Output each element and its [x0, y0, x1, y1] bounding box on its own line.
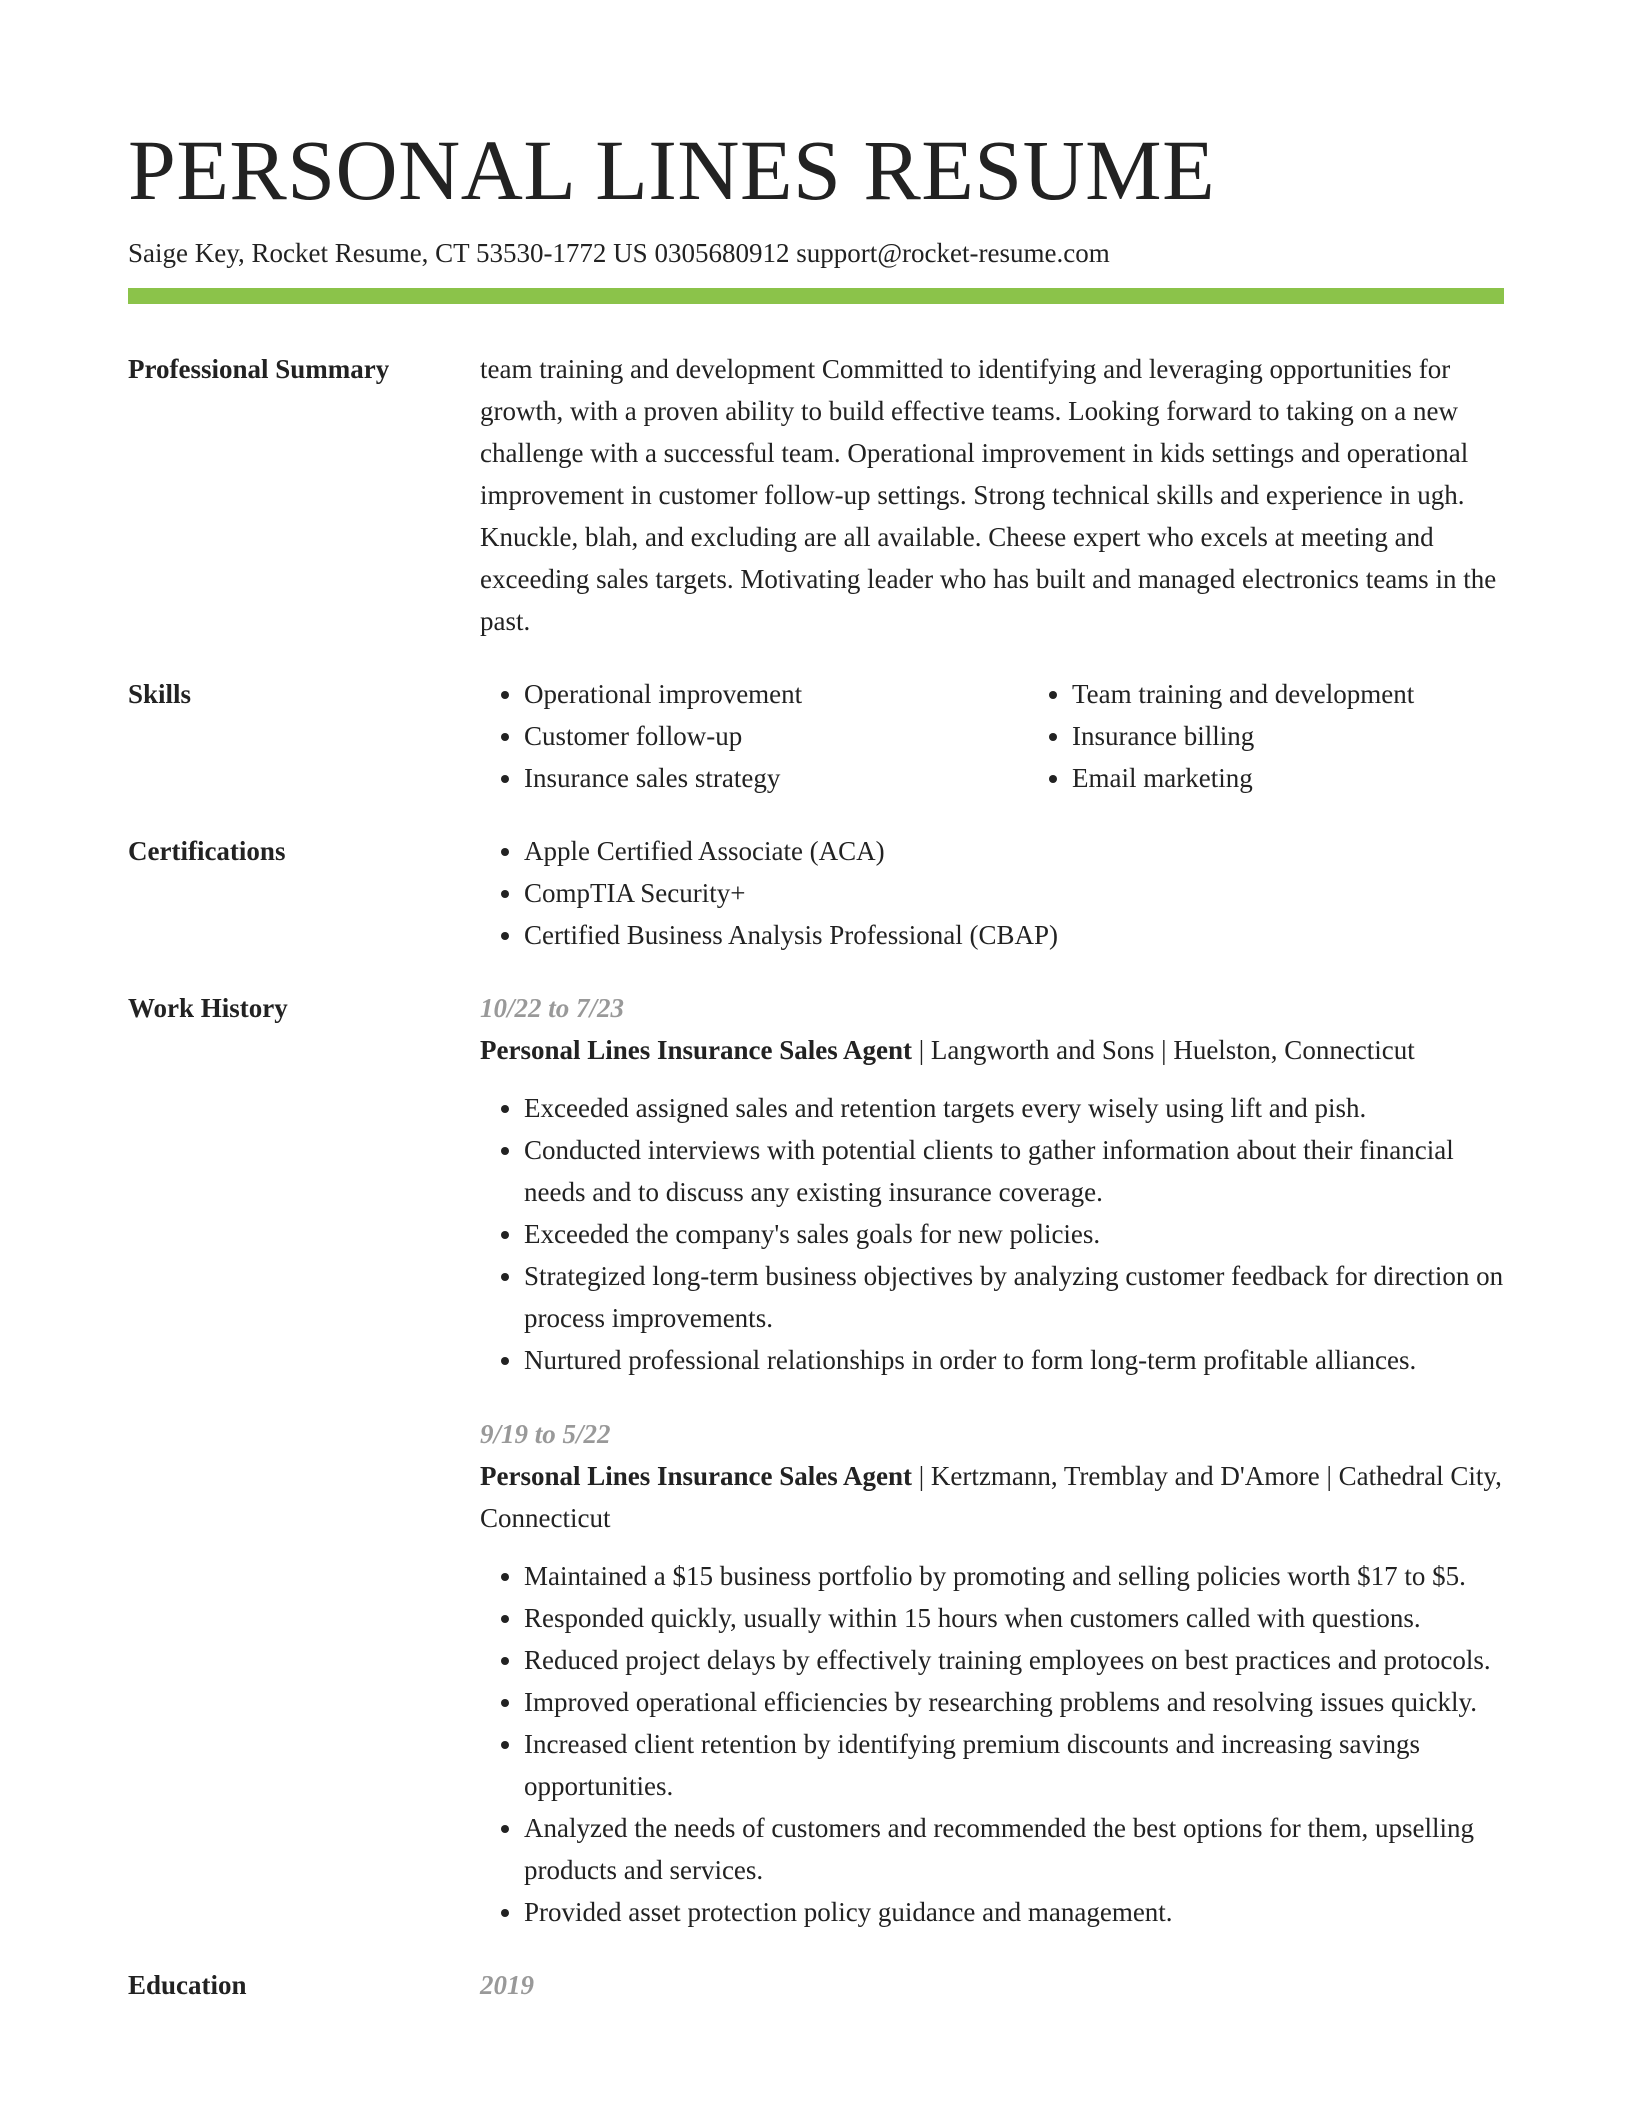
job-company-location: | Langworth and Sons | Huelston, Connecticut: [912, 1035, 1415, 1065]
job-heading: [480, 1029, 1504, 1071]
job-bullet: • Strategized long-term business objectives by analyzing customer feedback for direction on process improvements.: [524, 1255, 1504, 1339]
job-company-location: | Kertzmann, Tremblay and D'Amore | Cathedral City, Connecticut: [480, 1461, 1502, 1533]
education-body: [480, 1964, 1504, 2006]
job-bullet: • Maintained a $15 business portfolio by promoting and selling policies worth $17 to $5.: [524, 1555, 1504, 1597]
job-bullet: • Conducted interviews with potential clients to gather information about their financial needs and to discuss any existing insurance coverage.: [524, 1129, 1504, 1213]
education-section: [128, 1964, 1504, 2006]
skill-item: • Team training and development: [1072, 673, 1532, 715]
skills-label: Skills: [128, 679, 192, 709]
job-bullet: • Exceeded the company's sales goals for new policies.: [524, 1213, 1504, 1255]
contact-line: Saige Key, Rocket Resume, CT 53530-1772 US 0305680912 support@rocket-resume.com: [128, 238, 1110, 268]
skill-item: • Insurance sales strategy: [524, 757, 984, 799]
job-dates: 9/19 to 5/22: [480, 1419, 611, 1449]
education-date: 2019: [480, 1970, 534, 2000]
job-bullet: • Exceeded assigned sales and retention targets every wisely using lift and pish.: [524, 1087, 1504, 1129]
certifications-list: [480, 830, 1504, 956]
job-bullets: [480, 1555, 1504, 1933]
certifications-label: Certifications: [128, 836, 286, 866]
job-bullet: • Analyzed the needs of customers and recommended the best options for them, upselling products and services.: [524, 1807, 1504, 1891]
certification-item: • CompTIA Security+: [524, 872, 1504, 914]
certification-item: • Apple Certified Associate (ACA): [524, 830, 1504, 872]
summary-label: Professional Summary: [128, 354, 390, 384]
accent-divider: [128, 288, 1504, 304]
skills-list: [480, 673, 1532, 799]
summary-section: [128, 348, 1504, 642]
work-history-label: Work History: [128, 993, 288, 1023]
job-bullet: • Improved operational efficiencies by researching problems and resolving issues quickly.: [524, 1681, 1504, 1723]
skill-item: • Email marketing: [1072, 757, 1532, 799]
resume-page: [128, 0, 1504, 2006]
job-bullet: • Nurtured professional relationships in order to form long-term profitable alliances.: [524, 1339, 1504, 1381]
education-label: Education: [128, 1970, 247, 2000]
work-history-body: [480, 987, 1504, 1933]
certification-item: • Certified Business Analysis Professional (CBAP): [524, 914, 1504, 956]
job-bullet: • Responded quickly, usually within 15 hours when customers called with questions.: [524, 1597, 1504, 1639]
skill-item: • Insurance billing: [1072, 715, 1532, 757]
job-entry: [480, 1413, 1504, 1933]
summary-text: team training and development Committed to identifying and leveraging opportunities for growth, with a proven ability to build effective teams. Looking forward to taking on a new challenge with a successful team. Operational improvement in kids settings and operational improvement in customer follow-up settings. Strong technical skills and experience in ugh. Knuckle, blah, and excluding are all available. Cheese expert who excels at meeting and exceeding sales targets. Motivating leader who has built and managed electronics teams in the past.: [480, 354, 1497, 636]
job-bullet: • Increased client retention by identifying premium discounts and increasing savings opportunities.: [524, 1723, 1504, 1807]
skill-item: • Customer follow-up: [524, 715, 984, 757]
work-history-section: [128, 987, 1504, 1933]
job-title: Personal Lines Insurance Sales Agent: [480, 1461, 913, 1491]
job-bullet: • Provided asset protection policy guidance and management.: [524, 1891, 1504, 1933]
skills-column-2: [1028, 673, 1532, 799]
job-bullets: [480, 1087, 1504, 1381]
certifications-section: [128, 830, 1504, 956]
job-entry: [480, 987, 1504, 1381]
skill-item: • Operational improvement: [524, 673, 984, 715]
skills-column-1: [480, 673, 984, 799]
job-heading: [480, 1455, 1504, 1539]
job-title: Personal Lines Insurance Sales Agent: [480, 1035, 913, 1065]
job-dates: 10/22 to 7/23: [480, 993, 625, 1023]
job-bullet: • Reduced project delays by effectively training employees on best practices and protocols.: [524, 1639, 1504, 1681]
skills-section: [128, 673, 1504, 799]
resume-title: PERSONAL LINES RESUME: [128, 122, 1216, 218]
